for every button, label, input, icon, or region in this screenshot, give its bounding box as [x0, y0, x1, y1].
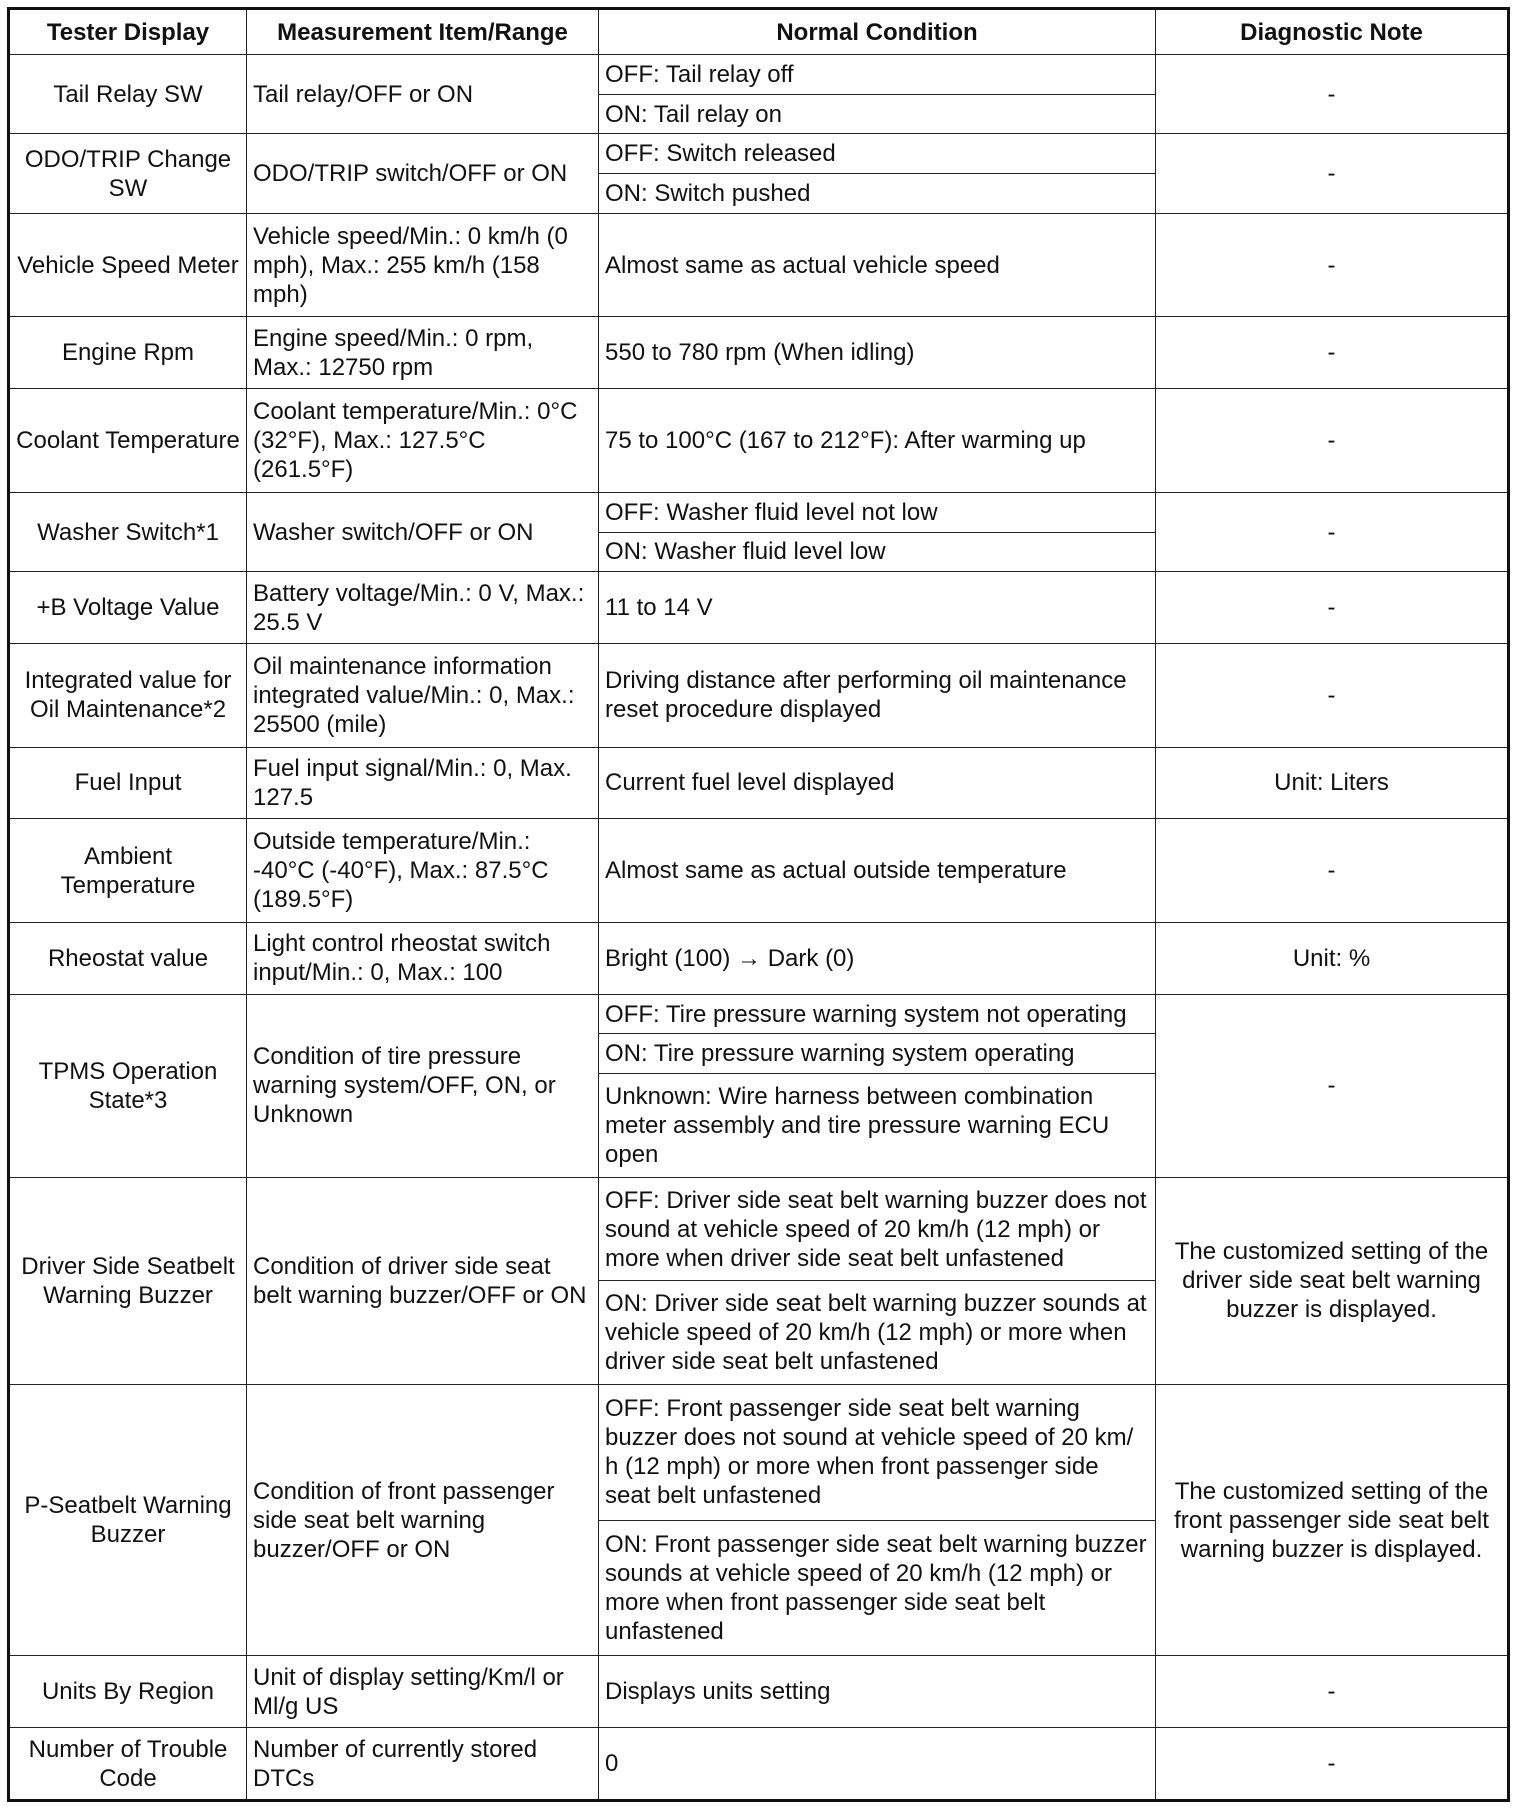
table-body [9, 55, 1509, 1801]
diagnostic-note-cell: - [1156, 994, 1509, 1177]
table-header-row [9, 9, 1509, 55]
normal-condition-cell: Unknown: Wire harness between combination meter assembly and tire pressure warning ECU open [599, 1074, 1156, 1178]
table-row [9, 213, 1509, 317]
table-row [9, 1385, 1509, 1521]
table-row [9, 134, 1509, 174]
diagnostic-note-cell: - [1156, 213, 1509, 317]
tester-display-cell: Units By Region [9, 1656, 247, 1728]
measurement-range-cell: Coolant temperature/Min.: 0°C (32°F), Max.: 127.5°C (261.5°F) [247, 389, 599, 493]
header-measurement-item: Measurement Item/Range [247, 9, 599, 55]
tester-display-cell: Vehicle Speed Meter [9, 213, 247, 317]
table-row [9, 922, 1509, 994]
normal-condition-cell: ON: Tail relay on [599, 94, 1156, 134]
measurement-range-cell: Washer switch/OFF or ON [247, 492, 599, 571]
diagnostic-note-cell: - [1156, 389, 1509, 493]
measurement-range-cell: Engine speed/Min.: 0 rpm, Max.: 12750 rpm [247, 317, 599, 389]
tester-data-table [7, 7, 1510, 1802]
measurement-range-cell: Tail relay/OFF or ON [247, 55, 599, 134]
measurement-range-cell: Battery voltage/Min.: 0 V, Max.: 25.5 V [247, 572, 599, 644]
header-tester-display: Tester Display [9, 9, 247, 55]
diagnostic-note-cell: - [1156, 819, 1509, 923]
measurement-range-cell: Fuel input signal/Min.: 0, Max. 127.5 [247, 747, 599, 819]
normal-condition-cell: OFF: Switch released [599, 134, 1156, 174]
tester-display-cell: Ambient Temperature [9, 819, 247, 923]
table-row [9, 1656, 1509, 1728]
tester-display-cell: P-Seatbelt Warning Buzzer [9, 1385, 247, 1656]
table-row [9, 317, 1509, 389]
normal-condition-cell: OFF: Tire pressure warning system not operating [599, 994, 1156, 1034]
diagnostic-note-cell: - [1156, 134, 1509, 213]
normal-condition-cell: 75 to 100°C (167 to 212°F): After warming up [599, 389, 1156, 493]
tester-display-cell: Number of Trouble Code [9, 1728, 247, 1801]
table-row [9, 55, 1509, 95]
diagnostic-note-cell: - [1156, 55, 1509, 134]
tester-display-cell: Coolant Temperature [9, 389, 247, 493]
normal-condition-cell: Almost same as actual outside temperature [599, 819, 1156, 923]
measurement-range-cell: Outside temperature/Min.: -40°C (-40°F), Max.: 87.5°C (189.5°F) [247, 819, 599, 923]
header-normal-condition: Normal Condition [599, 9, 1156, 55]
tester-display-cell: Driver Side Seatbelt Warning Buzzer [9, 1177, 247, 1384]
tester-display-cell: +B Voltage Value [9, 572, 247, 644]
normal-condition-cell: Bright (100) → Dark (0) [599, 922, 1156, 994]
normal-condition-cell: Almost same as actual vehicle speed [599, 213, 1156, 317]
normal-condition-cell: OFF: Tail relay off [599, 55, 1156, 95]
tester-display-cell: Washer Switch*1 [9, 492, 247, 571]
diagnostic-note-cell: - [1156, 572, 1509, 644]
measurement-range-cell: Vehicle speed/Min.: 0 km/h (0 mph), Max.: 255 km/h (158 mph) [247, 213, 599, 317]
normal-condition-cell: 550 to 780 rpm (When idling) [599, 317, 1156, 389]
tester-display-cell: ODO/TRIP Change SW [9, 134, 247, 213]
diagnostic-note-cell: The customized setting of the front passenger side seat belt warning buzzer is displayed. [1156, 1385, 1509, 1656]
normal-condition-cell: OFF: Driver side seat belt warning buzzer does not sound at vehicle speed of 20 km/h (12 mph) or more when driver side seat belt unfastened [599, 1177, 1156, 1281]
normal-condition-cell: Displays units setting [599, 1656, 1156, 1728]
table-row [9, 747, 1509, 819]
measurement-range-cell: Number of currently stored DTCs [247, 1728, 599, 1801]
normal-condition-cell: ON: Driver side seat belt warning buzzer sounds at vehicle speed of 20 km/h (12 mph) or more when driver side seat belt unfastened [599, 1281, 1156, 1385]
measurement-range-cell: ODO/TRIP switch/OFF or ON [247, 134, 599, 213]
normal-condition-cell: OFF: Front passenger side seat belt warning buzzer does not sound at vehicle speed of 20 km/ h (12 mph) or more when front passenger side seat belt unfastened [599, 1385, 1156, 1521]
table-row [9, 819, 1509, 923]
table-row [9, 389, 1509, 493]
tester-display-cell: Integrated value for Oil Maintenance*2 [9, 643, 247, 747]
measurement-range-cell: Condition of front passenger side seat belt warning buzzer/OFF or ON [247, 1385, 599, 1656]
diagnostic-note-cell: Unit: Liters [1156, 747, 1509, 819]
normal-condition-cell: 11 to 14 V [599, 572, 1156, 644]
tester-display-cell: Fuel Input [9, 747, 247, 819]
diagnostic-note-cell: - [1156, 1656, 1509, 1728]
diagnostic-note-cell: The customized setting of the driver side seat belt warning buzzer is displayed. [1156, 1177, 1509, 1384]
table-row [9, 1728, 1509, 1801]
header-diagnostic-note: Diagnostic Note [1156, 9, 1509, 55]
normal-condition-cell: OFF: Washer fluid level not low [599, 492, 1156, 532]
tester-display-cell: Engine Rpm [9, 317, 247, 389]
diagnostic-note-cell: - [1156, 1728, 1509, 1801]
table-row [9, 1177, 1509, 1281]
diagnostic-note-cell: Unit: % [1156, 922, 1509, 994]
normal-condition-cell: Current fuel level displayed [599, 747, 1156, 819]
normal-condition-cell: 0 [599, 1728, 1156, 1801]
measurement-range-cell: Light control rheostat switch input/Min.: 0, Max.: 100 [247, 922, 599, 994]
diagnostic-note-cell: - [1156, 643, 1509, 747]
table-row [9, 643, 1509, 747]
normal-condition-cell: ON: Switch pushed [599, 174, 1156, 214]
table-row [9, 492, 1509, 532]
table-row [9, 994, 1509, 1034]
normal-condition-cell: Driving distance after performing oil maintenance reset procedure displayed [599, 643, 1156, 747]
tester-display-cell: Rheostat value [9, 922, 247, 994]
measurement-range-cell: Condition of driver side seat belt warning buzzer/OFF or ON [247, 1177, 599, 1384]
measurement-range-cell: Condition of tire pressure warning system/OFF, ON, or Unknown [247, 994, 599, 1177]
diagnostic-note-cell: - [1156, 317, 1509, 389]
normal-condition-cell: ON: Tire pressure warning system operating [599, 1034, 1156, 1074]
table-row [9, 572, 1509, 644]
tester-display-cell: Tail Relay SW [9, 55, 247, 134]
tester-display-cell: TPMS Operation State*3 [9, 994, 247, 1177]
measurement-range-cell: Unit of display setting/Km/l or Ml/g US [247, 1656, 599, 1728]
normal-condition-cell: ON: Washer fluid level low [599, 532, 1156, 572]
diagnostic-note-cell: - [1156, 492, 1509, 571]
normal-condition-cell: ON: Front passenger side seat belt warning buzzer sounds at vehicle speed of 20 km/h (12 mph) or more when front passenger side seat belt unfastened [599, 1520, 1156, 1656]
measurement-range-cell: Oil maintenance information integrated value/Min.: 0, Max.: 25500 (mile) [247, 643, 599, 747]
